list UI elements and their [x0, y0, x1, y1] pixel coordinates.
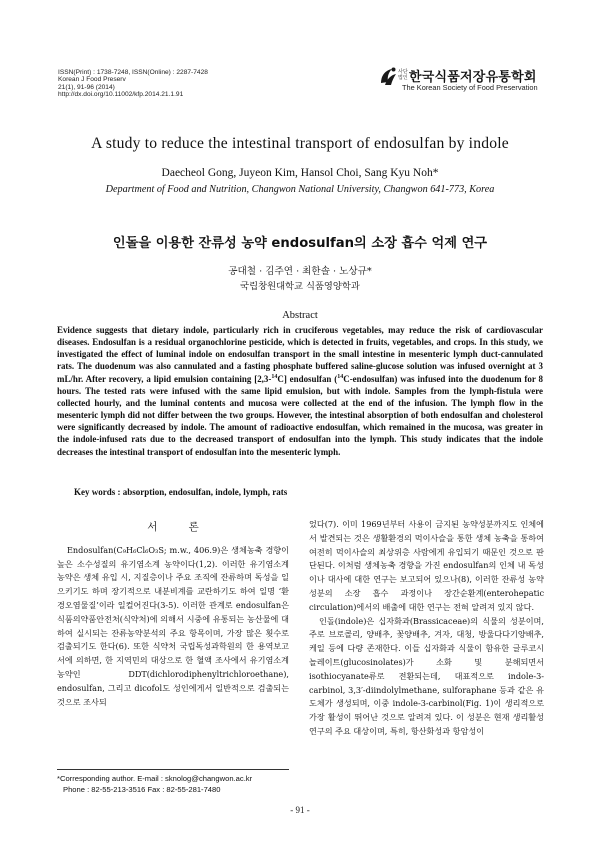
- abstract-heading: Abstract: [282, 310, 318, 321]
- society-header: [378, 66, 553, 96]
- society-prefix: 사단법인: [398, 69, 408, 81]
- isotope-superscript-1: 14: [271, 373, 278, 380]
- footnote-phone-line: Phone : 82-55-213-3516 Fax : 82-55-281-7480: [63, 785, 221, 794]
- society-name-ko: 한국식품저장유통학회: [409, 70, 537, 85]
- journal-meta: [58, 69, 318, 99]
- affiliation: Department of Food and Nutrition, Changwon National University, Changwon 641-773, Korea: [105, 184, 495, 195]
- abstract-text-3: C-endosulfan) was infused into the duodenum for 8 hours. The tested rats were infused with the same lipid emulsion, but with indole. Samples from the lymph-fistula were collected hourly, and the luminal contents and mucosa were collected at the end of the infusion. The lymph flow in the mesenteric lymph did not differ between the two groups. However, the intestinal absorption of both endosulfan and cholesterol were significantly decreased by indole. The amount of radioactive endosulfan, which remained in the mucosa, was greater in the indole-infused rats due to the decreased transport of endosulfan into the lymph. This study indicates that the indole decreases the intestinal transport of endosulfan into the mesenteric lymph.: [57, 373, 543, 457]
- author-list: Daecheol Gong, Juyeon Kim, Hansol Choi, Sang Kyu Noh*: [161, 167, 439, 179]
- intro-paragraph-2: 인돌(indole)은 십자화과(Brassicaceae)의 식물의 성분이며, 주로 브로콜리, 양배추, 꽃양배추, 겨자, 대청, 방울다다기양배추, 케일 등에 다량 존재한다. 이들 십자화과 식물이 함유한 글루코시놀레이트(glucosinolates)가 소화 및 분해되면서 isothiocyanate류로 전환되는데, 대표적으로 indole-3-carbinol, 3,3′-diindolylmethane, sulforaphane 등과 같은 유도체가 생성되며, 이중 indole-3-carbinol(Fig. 1)이 생리적으로 가장 활성이 뛰어난 것으로 알려져 있다. 이 성분은 현재 생리활성 연구의 주요 대상이며, 특히, 항산화성과 항암성이: [309, 615, 544, 736]
- abstract-text-2: C] endosulfan (: [277, 373, 338, 384]
- keywords-label: Key words :: [74, 487, 121, 497]
- body-column-right: [309, 518, 544, 739]
- abstract-body: [57, 324, 543, 458]
- volume-line: 21(1), 91-96 (2014): [58, 83, 115, 91]
- keywords: [74, 487, 544, 497]
- intro-paragraph-1: Endosulfan(C₉H₆Cl₆O₃S; m.w., 406.9)은 생체농축 경향이 높은 소수성질의 유기염소계 농약이다(1,2). 이러한 유기염소계 농약은 생체 유입 시, 지질층이나 주요 조직에 잔류하며 독성을 일으키기도 하며 장기적으로 내분비계를 교란하기도 하여 일명 ‘환경오염물질’이라 일컬어진다(3-5). 이러한 관계로 endosulfan은 식품의약품안전처(식약처)에 의해서 시중에 유통되는 농산물에 대하여 실시되는 잔류농약분석의 주요 항목이며, 가장 많은 횟수로 검출되기도 한다(6). 또한 식약처 국립독성과학원의 한 용역보고서에 의하면, 한 지역민의 대상으로 한 혈액 조사에서 유기염소계 농약인 DDT(dichlorodiphenyltrichloroethane), endosulfan, 그리고 dicofol도 성인에게서 일반적으로 검출되는 것으로 조사되: [57, 544, 289, 707]
- society-name-en: The Korean Society of Food Preservation: [402, 83, 538, 92]
- footnote-divider: [57, 769, 289, 770]
- abstract-text-1: Evidence suggests that dietary indole, particularly rich in cruciferous vegetables, may reduce the risk of cardiovascular diseases. Endosulfan is a residual organochlorine pesticide, which is detected in fruits, vegetables, and crops. In this study, we investigated the effect of luminal indole on endosulfan transport in the small intestine in mesenteric lymph duct-cannulated rats. The duodenum was also cannulated and a fasting phosphate buffered saline-glucose solution was infused overnight at 3 mL/hr. After recovery, a lipid emulsion containing [2,3-: [57, 325, 543, 384]
- footnote-email-line: *Corresponding author. E-mail : sknolog@changwon.ac.kr: [57, 774, 253, 783]
- doi-link[interactable]: http://dx.doi.org/10.11002/kfp.2014.21.1.91: [58, 91, 184, 99]
- journal-name-line: Korean J Food Preserv: [58, 76, 126, 84]
- body-column-left: [57, 521, 289, 709]
- paper-title-ko: 인돌을 이용한 잔류성 농약 endosulfan의 소장 흡수 억제 연구: [112, 236, 488, 251]
- intro-paragraph-1-continued: 었다(7). 이미 1969년부터 사용이 금지된 농약성분까지도 인체에서 발견되는 것은 생활환경의 먹이사슬을 통한 생체 농축을 통하여 여전히 먹이사슬의 최상위층 사람에게 유입되기 때문인 것으로 판단된다. 이처럼 생체농축 경향을 가진 endosulfan의 인체 내 독성이나 대사에 대한 연구는 보고되어 있으나(8), 이러한 잔류성 농약성분의 소장 흡수 과정이나 장간순환계(enterohepatic circulation)에서의 배출에 대한 연구는 전혀 알려져 있지 않다.: [309, 519, 544, 612]
- issn-line: ISSN(Print) : 1738-7248, ISSN(Online) : 2287-7428: [58, 69, 208, 76]
- page-number: - 91 -: [290, 805, 310, 815]
- keywords-list: absorption, endosulfan, indole, lymph, rats: [122, 487, 288, 497]
- author-list-ko: 공대철 · 김주연 · 최한솔 · 노상규*: [228, 266, 372, 277]
- society-logo-icon: [378, 66, 398, 88]
- paper-title: A study to reduce the intestinal transport of endosulfan by indole: [91, 135, 509, 152]
- isotope-superscript-2: 14: [337, 373, 344, 380]
- corresponding-author-footnote: [57, 773, 297, 795]
- section-heading-introduction: 서 론: [147, 521, 213, 533]
- affiliation-ko: 국립창원대학교 식품영양학과: [240, 281, 360, 292]
